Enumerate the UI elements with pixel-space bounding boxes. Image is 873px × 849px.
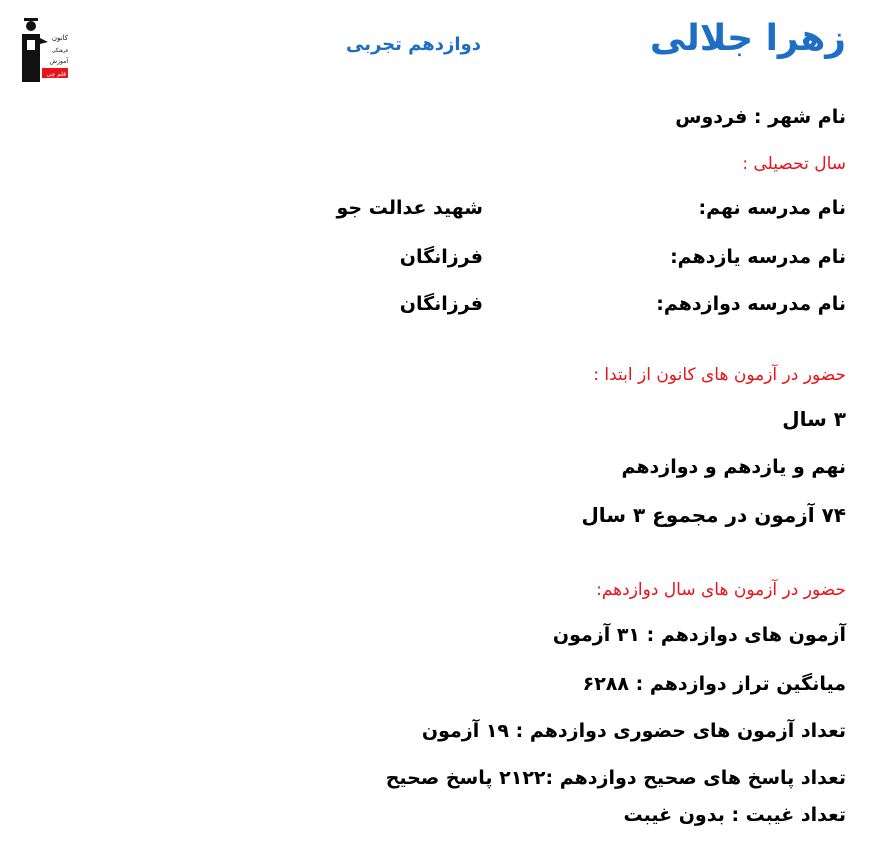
kanoon-years: ۳ سال [782, 407, 846, 431]
academic-year-label: سال تحصیلی : [742, 154, 846, 174]
logo-text-2: فرهنگی [51, 48, 68, 54]
logo-text-3: آموزش [49, 58, 68, 65]
school-9-label: نام مدرسه نهم: [698, 197, 846, 219]
grade12-heading: حضور در آزمون های سال دوازدهم: [596, 580, 846, 600]
kanoon-total-exams: ۷۴ آزمون در مجموع ۳ سال [581, 503, 846, 527]
kanoon-logo [18, 12, 70, 84]
grade12-correct-answers: تعداد پاسخ های صحیح دوازدهم :۲۱۲۲ پاسخ صحیح [385, 767, 846, 789]
logo-text-4: قلم چی [46, 71, 66, 78]
grade-field: دوازدهم تجربی [346, 34, 481, 55]
kanoon-attendance-heading: حضور در آزمون های کانون از ابتدا : [593, 365, 846, 385]
grade12-absences: تعداد غیبت : بدون غیبت [623, 804, 846, 826]
school-11-value: فرزانگان [399, 246, 483, 268]
grade12-in-person: تعداد آزمون های حضوری دوازدهم : ۱۹ آزمون [421, 720, 846, 742]
kanoon-grades: نهم و یازدهم و دوازدهم [621, 456, 846, 478]
student-name: زهرا جلالی [649, 18, 846, 59]
school-12-label: نام مدرسه دوازدهم: [656, 293, 846, 315]
school-12-value: فرزانگان [399, 293, 483, 315]
logo-cap [24, 18, 38, 21]
grade12-exams: آزمون های دوازدهم : ۳۱ آزمون [552, 624, 846, 646]
school-9-value: شهید عدالت جو [336, 197, 483, 219]
school-11-label: نام مدرسه یازدهم: [670, 246, 846, 268]
city-line: نام شهر : فردوس [675, 106, 846, 128]
logo-text-1: کانون [51, 34, 68, 42]
grade12-avg-taraz: میانگین تراز دوازدهم : ۶۲۸۸ [582, 673, 846, 695]
